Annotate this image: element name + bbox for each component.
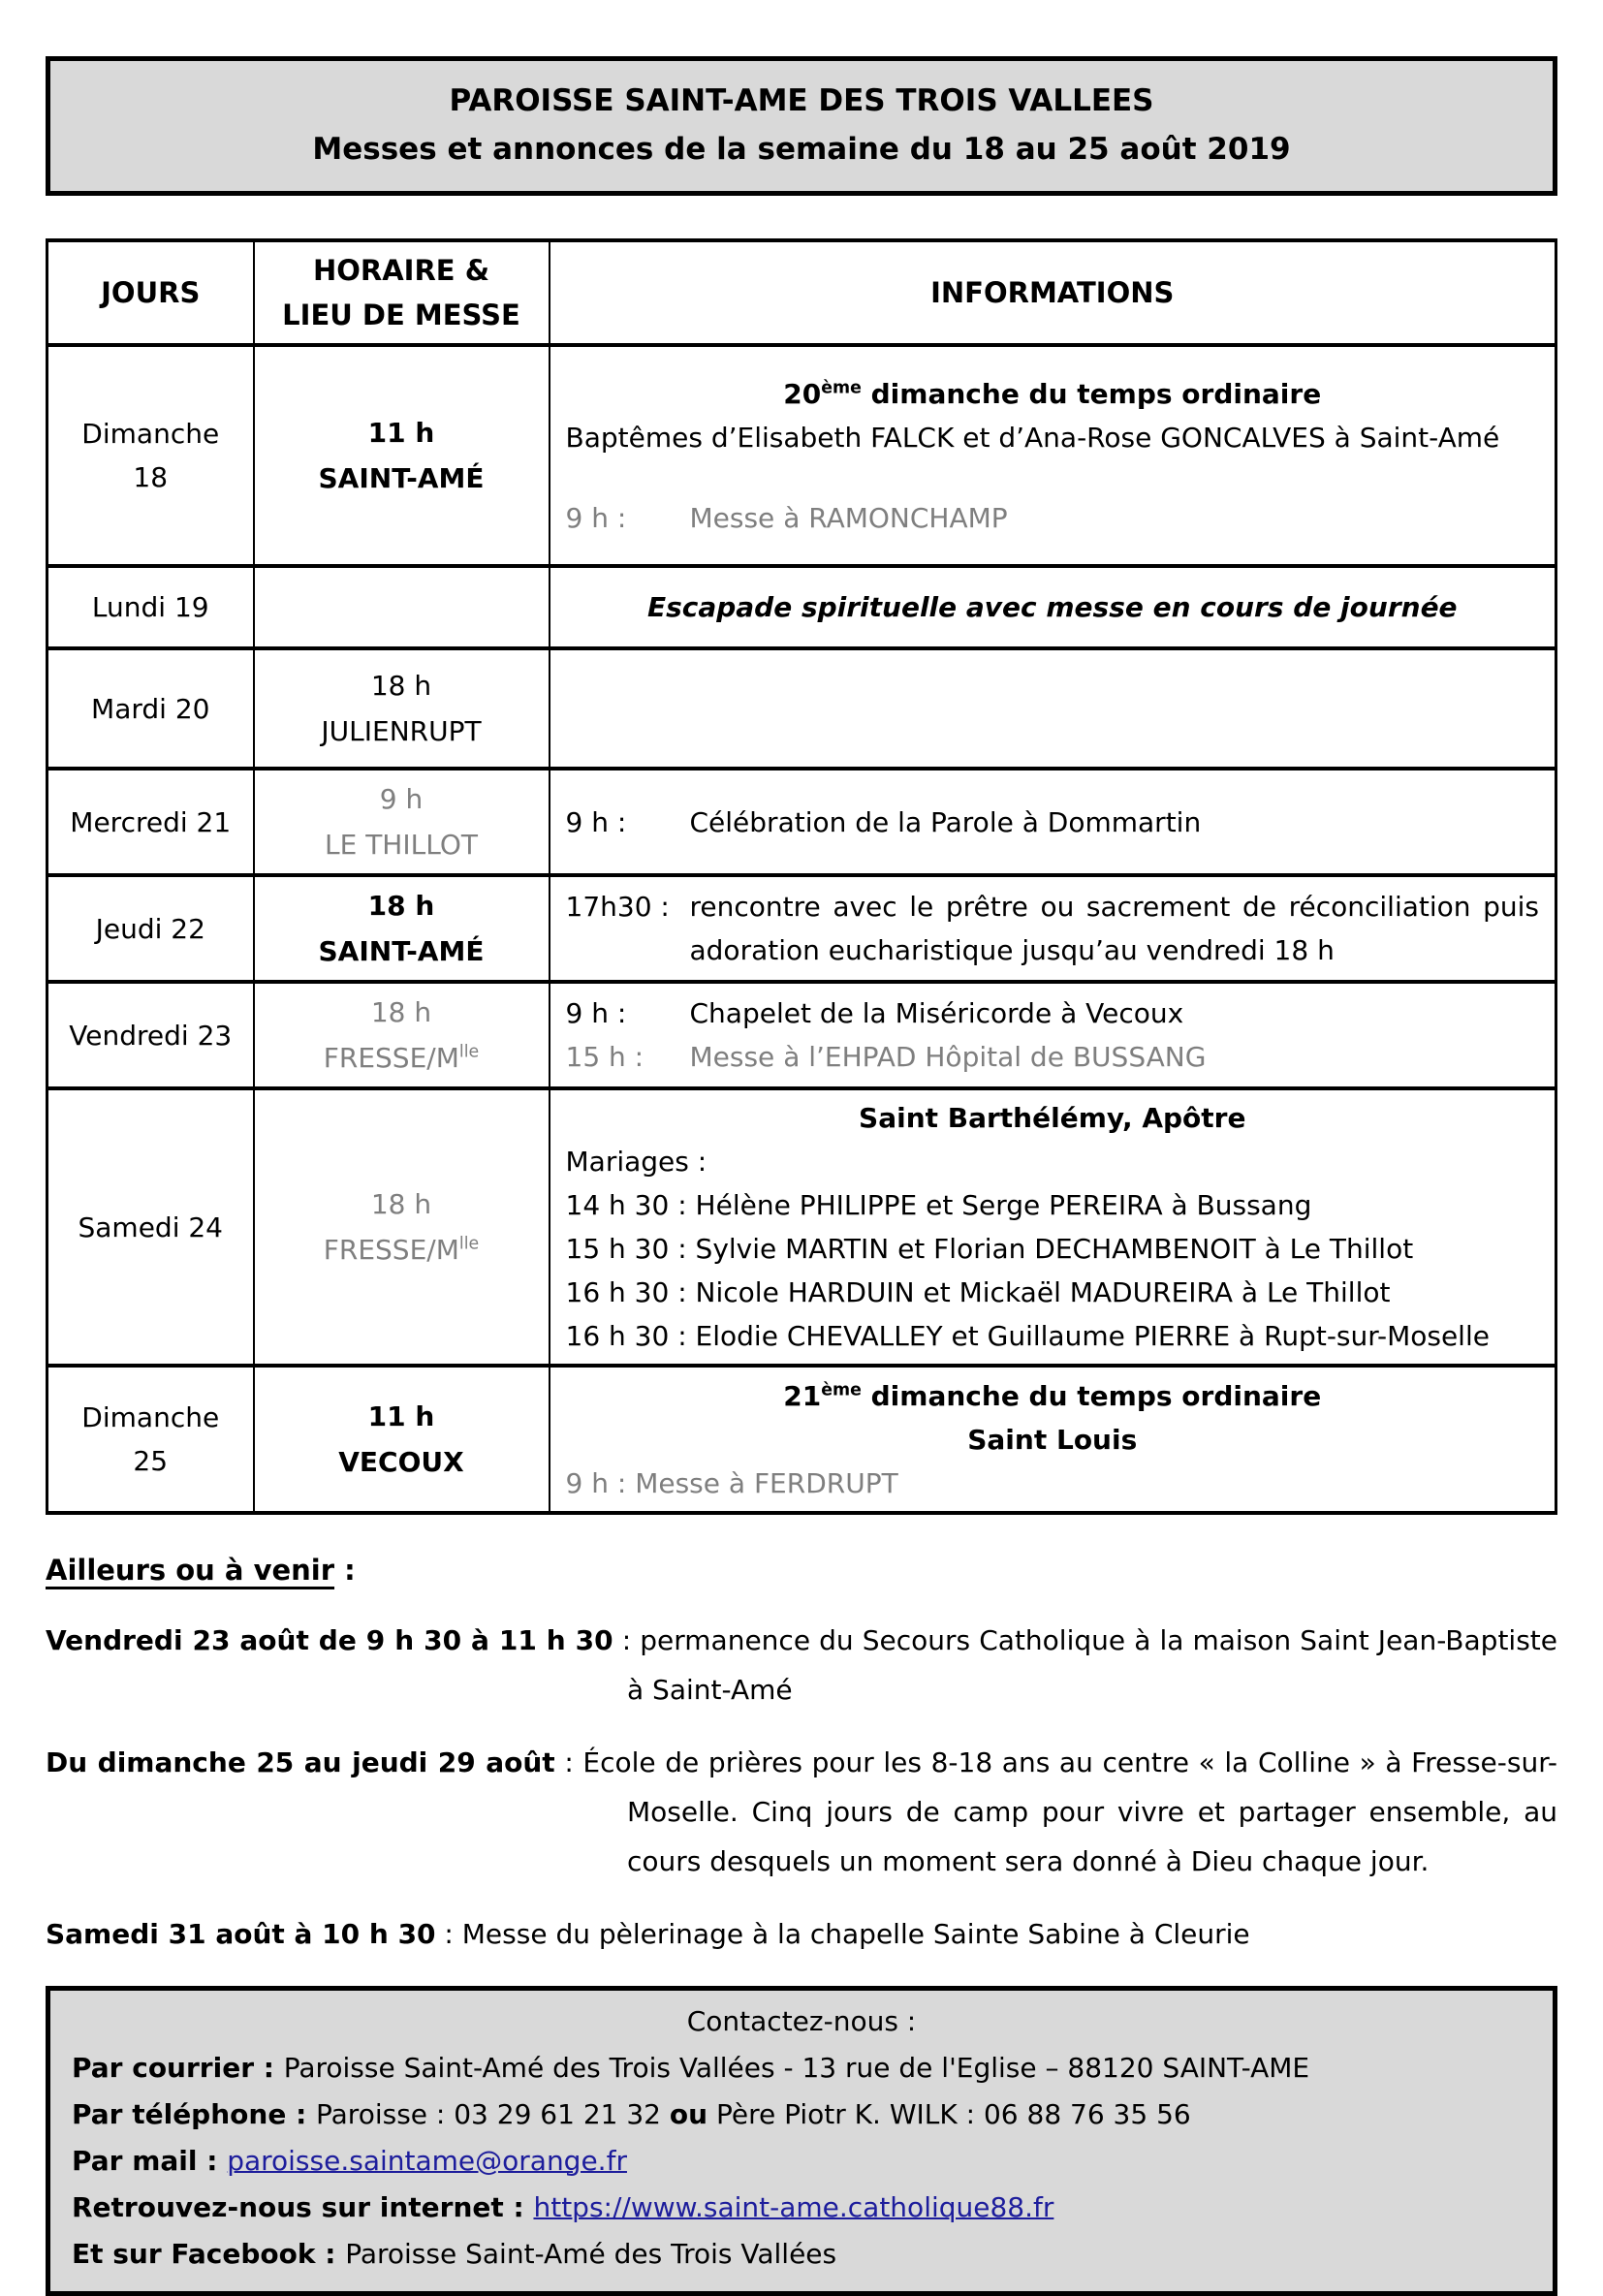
website-link[interactable]: https://www.saint-ame.catholique88.fr bbox=[533, 2191, 1054, 2223]
info-time-line bbox=[566, 801, 1540, 844]
secondary-mass-text: Messe à RAMONCHAMP bbox=[689, 501, 1008, 534]
liturgical-title-number: 21 bbox=[783, 1379, 822, 1412]
mass-time: 9 h bbox=[379, 783, 424, 815]
day-cell: Mercredi 21 bbox=[47, 769, 254, 875]
table-row bbox=[47, 769, 1556, 875]
table-row bbox=[47, 648, 1556, 769]
time-place-cell bbox=[254, 648, 550, 769]
ordinal-superscript: ème bbox=[821, 378, 862, 398]
time-place-cell bbox=[254, 566, 550, 648]
day-cell: Mardi 20 bbox=[47, 648, 254, 769]
liturgical-title-rest: dimanche du temps ordinaire bbox=[861, 377, 1322, 410]
mariages-label: Mariages : bbox=[565, 1146, 707, 1178]
column-header-horaire bbox=[254, 240, 550, 345]
info-text: Chapelet de la Miséricorde à Vecoux bbox=[689, 997, 1184, 1029]
announcement-item bbox=[46, 1738, 1557, 1886]
schedule-table bbox=[46, 238, 1557, 1515]
mass-time: 11 h bbox=[367, 1400, 435, 1432]
mass-place: LE THILLOT bbox=[325, 829, 478, 861]
announcement-item bbox=[46, 1909, 1557, 1959]
info-text: rencontre avec le prêtre ou sacrement de réconciliation puis adoration eucharistique jusqu’au vendredi 18 h bbox=[689, 891, 1539, 966]
liturgical-title-number: 20 bbox=[783, 377, 822, 410]
table-row bbox=[47, 982, 1556, 1088]
table-row bbox=[47, 566, 1556, 648]
announcement-text: École de prières pour les 8-18 ans au centre « la Colline » à Fresse-sur-Moselle. Cinq jours de camp pour vivre et partager ensemble, au cours desquels un moment sera donné à Dieu chaque jour. bbox=[582, 1746, 1558, 1877]
mass-time: 11 h bbox=[367, 417, 435, 449]
table-row bbox=[47, 1088, 1556, 1366]
day-cell: Jeudi 22 bbox=[47, 875, 254, 982]
table-header-row bbox=[47, 240, 1556, 345]
info-cell bbox=[550, 648, 1556, 769]
contact-email bbox=[72, 2138, 1531, 2185]
contact-courrier-label: Par courrier : bbox=[72, 2052, 284, 2084]
column-header-horaire-line1: HORAIRE & bbox=[312, 254, 489, 287]
day-cell: Lundi 19 bbox=[47, 566, 254, 648]
mass-place: SAINT-AMÉ bbox=[318, 935, 485, 967]
mass-place-main: FRESSE/M bbox=[323, 1042, 459, 1074]
email-link[interactable]: paroisse.saintame@orange.fr bbox=[227, 2145, 627, 2177]
place-superscript: lle bbox=[458, 1234, 480, 1254]
info-time: 9 h : bbox=[565, 997, 627, 1029]
mass-place: SAINT-AMÉ bbox=[318, 462, 485, 494]
info-time-line bbox=[566, 885, 1540, 972]
contact-phone-label: Par téléphone : bbox=[72, 2098, 317, 2130]
section-heading bbox=[46, 1548, 1557, 1592]
liturgical-title: Saint Barthélémy, Apôtre bbox=[859, 1102, 1246, 1134]
announcement-separator: : bbox=[613, 1624, 641, 1656]
secondary-mass-time: 9 h : bbox=[565, 501, 627, 534]
time-place-cell bbox=[254, 1366, 550, 1513]
mariage-line: 16 h 30 : Nicole HARDUIN et Mickaël MADUREIRA à Le Thillot bbox=[565, 1276, 1391, 1308]
secondary-mass-line bbox=[566, 496, 1540, 540]
mass-place bbox=[270, 1227, 533, 1273]
secondary-mass-line bbox=[566, 1035, 1540, 1079]
contact-mail-postal bbox=[72, 2045, 1531, 2092]
mass-place: VECOUX bbox=[338, 1446, 464, 1478]
secondary-mass-text: Messe à l’EHPAD Hôpital de BUSSANG bbox=[689, 1041, 1207, 1073]
mariage-line: 15 h 30 : Sylvie MARTIN et Florian DECHAMBENOIT à Le Thillot bbox=[565, 1233, 1414, 1265]
announcement-text: permanence du Secours Catholique à la maison Saint Jean-Baptiste à Saint-Amé bbox=[627, 1624, 1557, 1706]
time-place-cell bbox=[254, 875, 550, 982]
contact-facebook bbox=[72, 2231, 1531, 2278]
info-cell bbox=[550, 1088, 1556, 1366]
contact-phone-text2: Père Piotr K. WILK : 06 88 76 35 56 bbox=[707, 2098, 1191, 2130]
document-header bbox=[46, 56, 1557, 196]
info-cell bbox=[550, 769, 1556, 875]
page-title: PAROISSE SAINT-AME DES TROIS VALLEES bbox=[449, 83, 1154, 118]
contact-phone bbox=[72, 2092, 1531, 2138]
table-row bbox=[47, 1366, 1556, 1513]
announcement-separator: : bbox=[435, 1918, 462, 1950]
info-cell bbox=[550, 566, 1556, 648]
day-cell: Dimanche 18 bbox=[47, 345, 254, 566]
announcement-item bbox=[46, 1616, 1557, 1714]
info-time-line bbox=[566, 991, 1540, 1035]
info-cell bbox=[550, 875, 1556, 982]
day-cell: Dimanche 25 bbox=[47, 1366, 254, 1513]
contact-facebook-label: Et sur Facebook : bbox=[72, 2238, 346, 2270]
place-superscript: lle bbox=[458, 1042, 480, 1062]
info-cell bbox=[550, 1366, 1556, 1513]
section-heading-text: Ailleurs ou à venir bbox=[46, 1554, 335, 1587]
feast-name: Saint Louis bbox=[967, 1423, 1138, 1456]
info-time: 17h30 : bbox=[565, 891, 670, 923]
table-row bbox=[47, 345, 1556, 566]
secondary-mass-line: 9 h : Messe à FERDRUPT bbox=[565, 1466, 898, 1499]
announcement-date: Vendredi 23 août de 9 h 30 à 11 h 30 bbox=[46, 1624, 613, 1656]
contact-email-label: Par mail : bbox=[72, 2145, 228, 2177]
contact-facebook-text: Paroisse Saint-Amé des Trois Vallées bbox=[345, 2238, 837, 2270]
time-place-cell bbox=[254, 1088, 550, 1366]
mass-place: JULIENRUPT bbox=[321, 715, 482, 747]
info-italic-line: Escapade spirituelle avec messe en cours de journée bbox=[646, 591, 1458, 623]
column-header-horaire-line2: LIEU DE MESSE bbox=[282, 299, 520, 331]
contact-heading: Contactez-nous : bbox=[686, 2005, 917, 2037]
info-cell bbox=[550, 982, 1556, 1088]
time-place-cell bbox=[254, 769, 550, 875]
announcement-text: Messe du pèlerinage à la chapelle Sainte Sabine à Cleurie bbox=[461, 1918, 1250, 1950]
column-header-informations: INFORMATIONS bbox=[550, 240, 1556, 345]
day-cell: Samedi 24 bbox=[47, 1088, 254, 1366]
contact-website-label: Retrouvez-nous sur internet : bbox=[72, 2191, 534, 2223]
announcement-date: Samedi 31 août à 10 h 30 bbox=[46, 1918, 436, 1950]
page-subtitle: Messes et annonces de la semaine du 18 au 25 août 2019 bbox=[312, 132, 1291, 167]
contact-website bbox=[72, 2185, 1531, 2231]
mass-time: 18 h bbox=[370, 670, 432, 702]
contact-phone-text1: Paroisse : 03 29 61 21 32 bbox=[316, 2098, 670, 2130]
contact-box bbox=[46, 1986, 1557, 2296]
time-place-cell bbox=[254, 982, 550, 1088]
mass-place-main: FRESSE/M bbox=[323, 1234, 459, 1266]
mass-place bbox=[270, 1035, 533, 1081]
info-time: 9 h : bbox=[565, 805, 627, 838]
time-place-cell bbox=[254, 345, 550, 566]
section-heading-colon: : bbox=[334, 1554, 356, 1587]
day-cell: Vendredi 23 bbox=[47, 982, 254, 1088]
table-row bbox=[47, 875, 1556, 982]
secondary-mass-time: 15 h : bbox=[565, 1041, 644, 1073]
liturgical-title bbox=[566, 1374, 1540, 1418]
mass-time: 18 h bbox=[367, 890, 435, 922]
liturgical-title-rest: dimanche du temps ordinaire bbox=[861, 1379, 1322, 1412]
info-paragraph: Baptêmes d’Elisabeth FALCK et d’Ana-Rose GONCALVES à Saint-Amé bbox=[565, 421, 1500, 454]
info-cell bbox=[550, 345, 1556, 566]
mariage-line: 16 h 30 : Elodie CHEVALLEY et Guillaume PIERRE à Rupt-sur-Moselle bbox=[565, 1320, 1490, 1352]
mariage-line: 14 h 30 : Hélène PHILIPPE et Serge PEREIRA à Bussang bbox=[565, 1189, 1312, 1221]
announcement-separator: : bbox=[554, 1746, 583, 1778]
column-header-jours: JOURS bbox=[47, 240, 254, 345]
mass-time: 18 h bbox=[370, 996, 432, 1028]
contact-courrier-text: Paroisse Saint-Amé des Trois Vallées - 13 rue de l'Eglise – 88120 SAINT-AME bbox=[283, 2052, 1310, 2084]
contact-phone-ou: ou bbox=[669, 2098, 708, 2130]
liturgical-title bbox=[566, 372, 1540, 416]
ordinal-superscript: ème bbox=[821, 1380, 862, 1400]
mass-time: 18 h bbox=[370, 1188, 432, 1220]
info-text: Célébration de la Parole à Dommartin bbox=[689, 805, 1202, 838]
announcement-date: Du dimanche 25 au jeudi 29 août bbox=[46, 1746, 555, 1778]
